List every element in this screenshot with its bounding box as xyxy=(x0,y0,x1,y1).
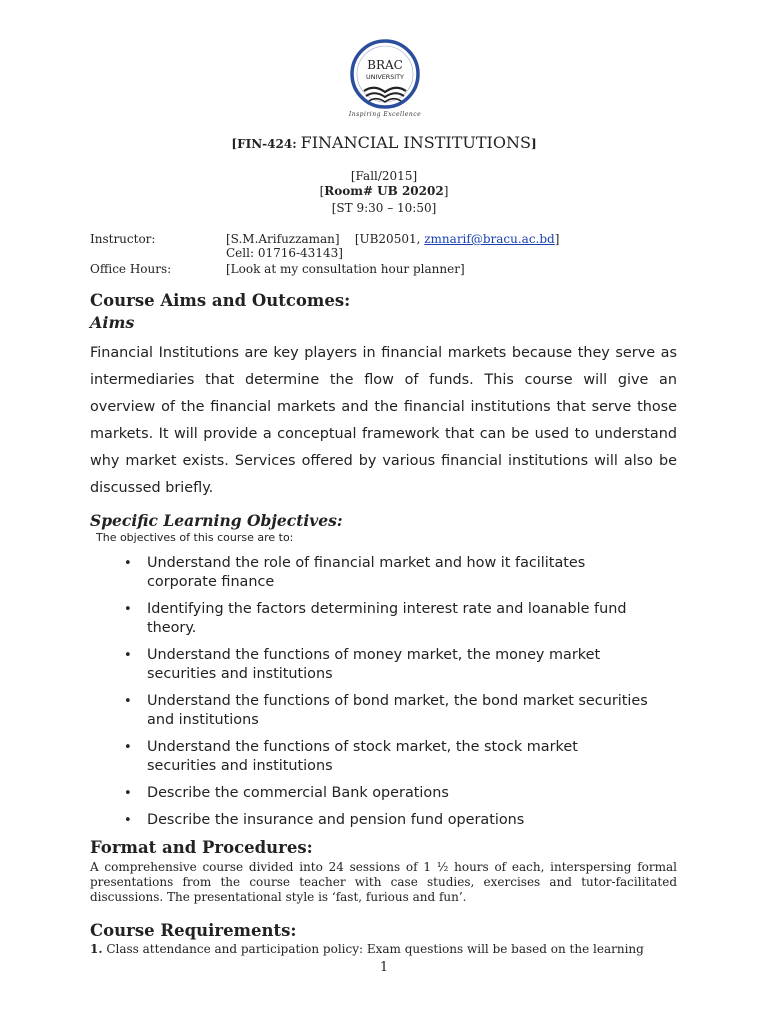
aims-subheading: Aims xyxy=(90,313,135,332)
list-item xyxy=(120,811,650,830)
learning-objectives-list xyxy=(120,554,650,838)
format-paragraph: A comprehensive course divided into 24 sessions of 1 ½ hours of each, interspersing formal presentations from the course teacher with case studies, exercises and tutor-facilitated discussions. The presentational style is ‘fast, furious and fun’. xyxy=(90,860,677,904)
room-bracket-open: [ xyxy=(319,184,325,198)
list-item xyxy=(120,646,650,684)
format-heading: Format and Procedures: xyxy=(90,838,313,857)
logo-sub: UNIVERSITY xyxy=(366,73,404,81)
list-item xyxy=(120,600,650,638)
requirements-heading: Course Requirements: xyxy=(90,921,297,940)
title-bracket-close: ] xyxy=(530,137,537,151)
requirement-item xyxy=(90,942,644,956)
instructor-office: [UB20501, xyxy=(354,232,425,246)
objective-text: Understand the functions of bond market, the bond market securities and institutions xyxy=(147,693,648,728)
title-bracket-open: [ xyxy=(231,137,238,151)
aims-paragraph: Financial Institutions are key players in financial markets because they serve as intermediaries that determine the flow of funds. This course will give an overview of the financial markets and the financial institutions that serve those markets. It will provide a conceptual framework that can be used to understand why market exists. Services offered by various financial institutions will also be discussed briefly. xyxy=(90,345,677,496)
course-code: FIN-424: xyxy=(237,137,297,151)
list-item xyxy=(120,738,650,776)
class-time: [ST 9:30 – 10:50] xyxy=(331,201,437,215)
bullet-icon: • xyxy=(124,602,132,617)
bullet-icon: • xyxy=(124,813,132,828)
course-title: FINANCIAL INSTITUTIONS xyxy=(300,133,531,152)
room-line xyxy=(0,184,768,198)
list-item xyxy=(120,784,650,803)
aims-outcomes-heading: Course Aims and Outcomes: xyxy=(90,291,351,310)
semester: [Fall/2015] xyxy=(350,169,418,183)
instructor-name: [S.M.Arifuzzaman] xyxy=(226,232,340,246)
list-item xyxy=(120,554,650,592)
bullet-icon: • xyxy=(124,694,132,709)
logo-name: BRAC xyxy=(367,58,403,72)
instructor-label: Instructor: xyxy=(90,232,156,246)
brac-university-logo xyxy=(348,38,422,122)
room: Room# UB 20202 xyxy=(324,184,444,198)
course-title-line xyxy=(0,133,768,153)
bullet-icon: • xyxy=(124,648,132,663)
office-hours-label: Office Hours: xyxy=(90,262,172,276)
instructor-office-close: ] xyxy=(554,232,560,246)
objective-text: Describe the insurance and pension fund operations xyxy=(147,812,525,828)
objective-text: Understand the functions of stock market, the stock market securities and institutions xyxy=(147,739,578,774)
learning-objectives-heading: Specific Learning Objectives: xyxy=(90,511,343,530)
instructor-details xyxy=(226,232,559,246)
objective-text: Understand the role of financial market and how it facilitates corporate finance xyxy=(147,555,586,590)
bullet-icon: • xyxy=(124,556,132,571)
objective-text: Identifying the factors determining interest rate and loanable fund theory. xyxy=(147,601,627,636)
learning-objectives-intro: The objectives of this course are to: xyxy=(96,531,294,544)
instructor-email-link[interactable]: zmnarif@bracu.ac.bd xyxy=(424,232,555,246)
bullet-icon: • xyxy=(124,786,132,801)
room-bracket-close: ] xyxy=(443,184,449,198)
logo-tagline: Inspiring Excellence xyxy=(348,111,422,118)
instructor-cell: Cell: 01716-43143] xyxy=(226,246,343,260)
page-number: 1 xyxy=(379,960,389,975)
requirement-text: Class attendance and participation policy: Exam questions will be based on the learning xyxy=(102,942,644,956)
bullet-icon: • xyxy=(124,740,132,755)
objective-text: Understand the functions of money market, the money market securities and institutions xyxy=(147,647,601,682)
requirement-number: 1. xyxy=(90,942,103,956)
objective-text: Describe the commercial Bank operations xyxy=(147,785,449,801)
office-hours-value: [Look at my consultation hour planner] xyxy=(226,262,465,276)
list-item xyxy=(120,692,650,730)
